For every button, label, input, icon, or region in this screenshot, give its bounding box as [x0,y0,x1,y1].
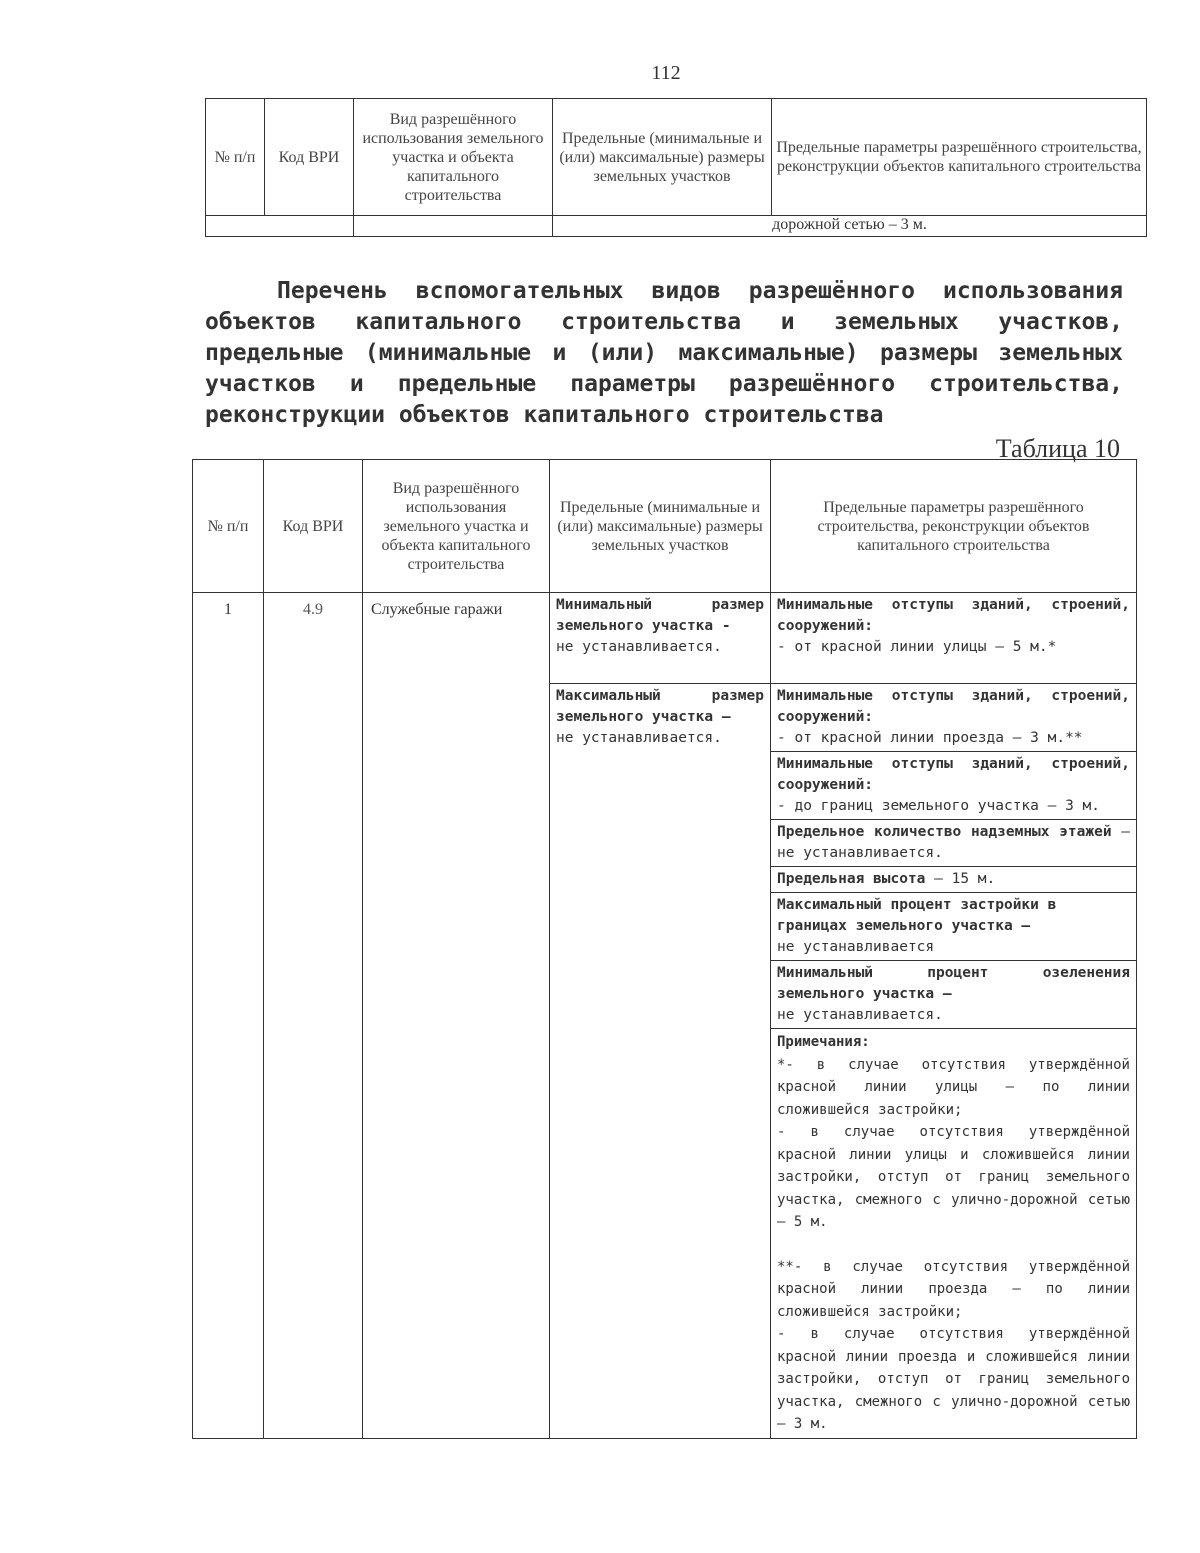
max-size-cell: Максимальный размер земельного участка – не устанавливается. [550,684,771,1439]
notes-title: Примечания: [777,1034,870,1050]
header-num: № п/п [206,99,265,216]
param-floors: Предельное количество надземных этажей – не устанавливается. [771,820,1137,867]
note-3: **- в случае отсутствия утверждённой красной линии проезда – по линии сложившейся застройки; [777,1258,1130,1320]
note-2: - в случае отсутствия утверждённой красной линии улицы и сложившейся линии застройки, отступ от границ земельного участка, смежного с улично-дорожной сетью – 5 м. [777,1124,1130,1230]
header-sizes: Предельные (минимальные и (или) максимальные) размеры земельных участков [550,460,771,593]
header-code: Код ВРИ [265,99,354,216]
note-4: - в случае отсутствия утверждённой красной линии проезда и сложившейся линии застройки, отступ от границ земельного участка, смежного с улично-дорожной сетью – 3 м. [777,1326,1130,1432]
header-num: № п/п [193,460,264,593]
row-code: 4.9 [264,593,363,1439]
header-code: Код ВРИ [264,460,363,593]
header-params: Предельные параметры разрешённого строительства, реконструкции объектов капитального строительства [771,460,1137,593]
note-1: *- в случае отсутствия утверждённой красной линии улицы – по линии сложившейся застройки; [777,1056,1130,1118]
section-heading: Перечень вспомогательных видов разрешённого использования объектов капитального строительства и земельных участков, предельные (минимальные и (или) максимальные) размеры земельных участков и предельные параметры разрешённого строительства, реконструкции объектов капитального строительства [205,278,1123,428]
header-kind: Вид разрешённого использования земельного участка и объекта капитального строительства [363,460,550,593]
header-params: Предельные параметры разрешённого строительства, реконструкции объектов капитального строительства [772,99,1147,216]
row-number: 1 [193,593,264,1439]
param-min-greenery: Минимальный процент озеленения земельного участка – не устанавливается. [771,961,1137,1029]
param-offset-street: Минимальные отступы зданий, строений, сооружений: - от красной линии улицы – 5 м.* [771,593,1137,684]
header-sizes: Предельные (минимальные и (или) максимальные) размеры земельных участков [553,99,772,216]
empty-cell [354,216,553,237]
param-offset-boundary: Минимальные отступы зданий, строений, сооружений: - до границ земельного участка – 3 м. [771,752,1137,820]
page-number: 112 [651,62,681,84]
row-kind: Служебные гаражи [363,593,550,1439]
table-caption: Таблица 10 [995,434,1120,463]
main-table [192,459,1137,1439]
header-kind: Вид разрешённого использования земельного участка и объекта капитального строительства [354,99,553,216]
param-max-coverage: Максимальный процент застройки в границах земельного участка – не устанавливается [771,893,1137,961]
param-height: Предельная высота – 15 м. [771,867,1137,893]
min-size-cell: Минимальный размер земельного участка - не устанавливается. [550,593,771,684]
param-offset-passage: Минимальные отступы зданий, строений, сооружений: - от красной линии проезда – 3 м.** [771,684,1137,752]
previous-table-fragment [205,98,1147,237]
empty-cell [206,216,354,237]
notes-cell [771,1029,1137,1439]
table-tail-text: дорожной сетью – 3 м. [553,216,1147,237]
